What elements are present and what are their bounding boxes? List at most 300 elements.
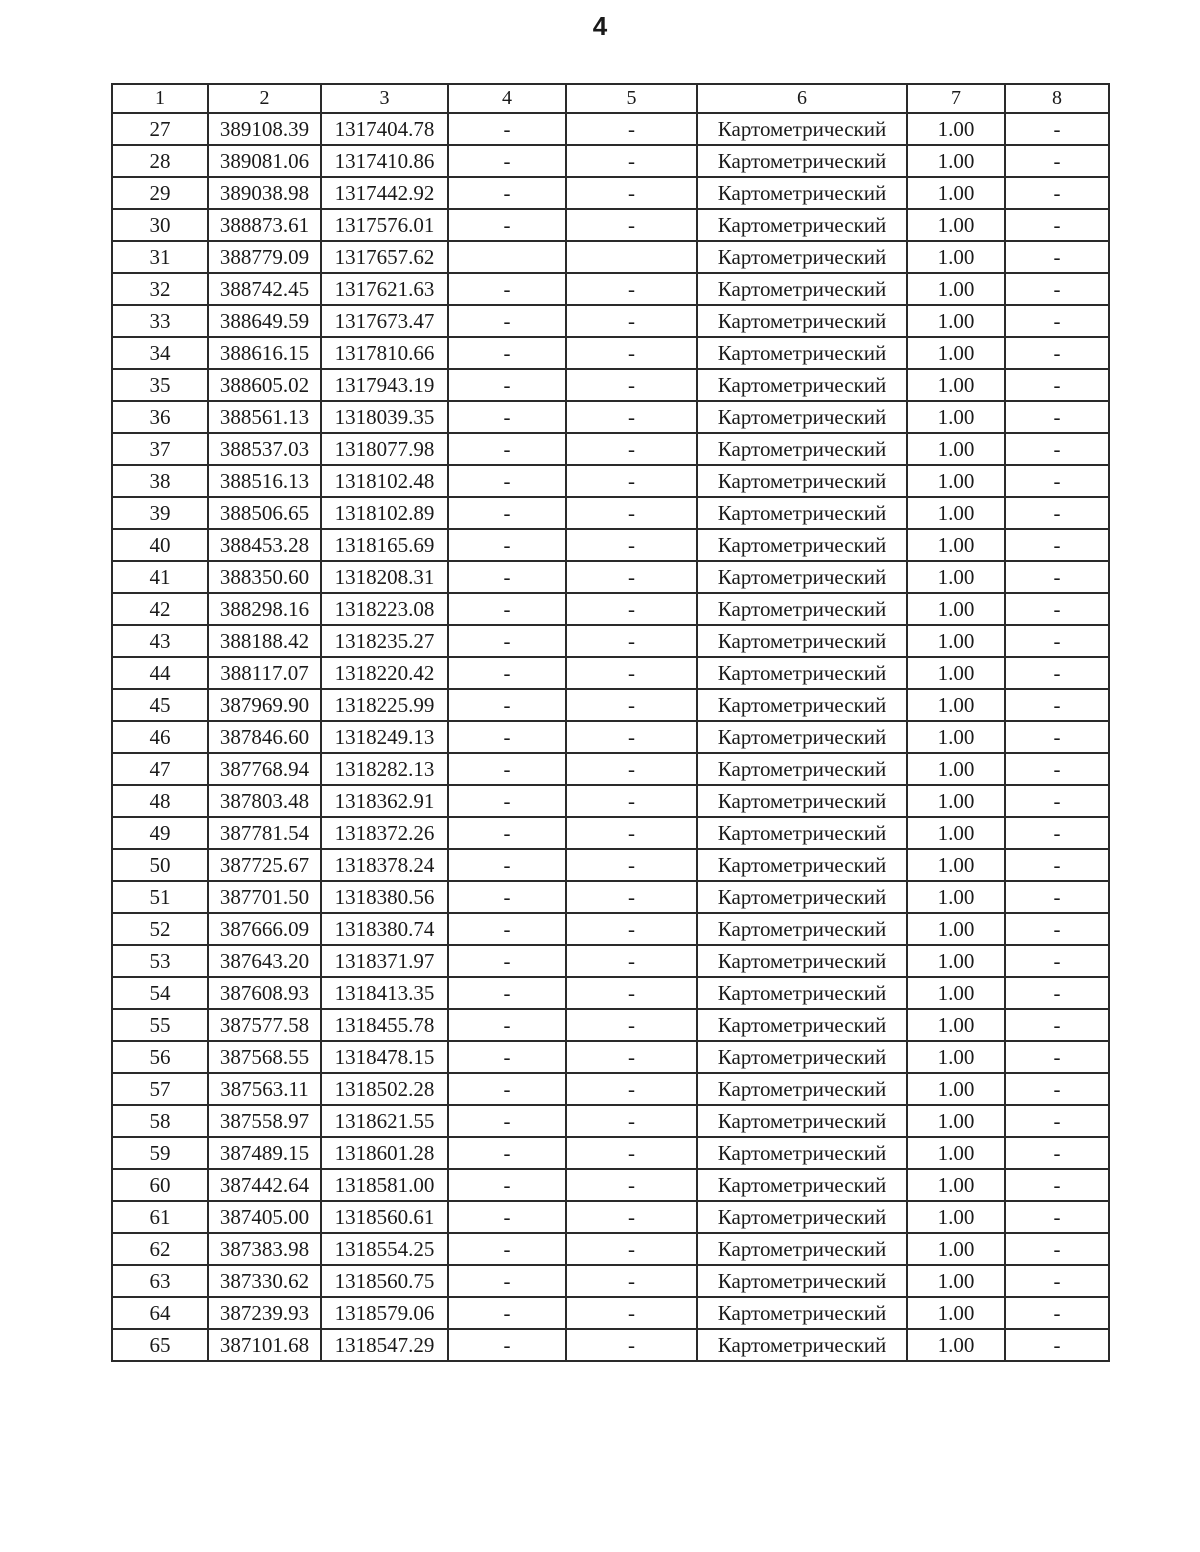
column-4-cell: - xyxy=(448,273,566,305)
column-4-cell: - xyxy=(448,593,566,625)
method-cell: Картометрический xyxy=(697,113,907,145)
y-coordinate-cell: 1317943.19 xyxy=(321,369,448,401)
accuracy-cell: 1.00 xyxy=(907,465,1005,497)
column-8-cell: - xyxy=(1005,881,1109,913)
table-row xyxy=(112,753,1109,785)
accuracy-cell: 1.00 xyxy=(907,817,1005,849)
y-coordinate-cell: 1318235.27 xyxy=(321,625,448,657)
header-row xyxy=(112,84,1109,113)
method-cell: Картометрический xyxy=(697,593,907,625)
accuracy-cell: 1.00 xyxy=(907,1233,1005,1265)
y-coordinate-cell: 1317576.01 xyxy=(321,209,448,241)
column-8-cell: - xyxy=(1005,849,1109,881)
column-8-cell: - xyxy=(1005,1169,1109,1201)
column-5-cell: - xyxy=(566,1329,697,1361)
point-number-cell: 53 xyxy=(112,945,208,977)
x-coordinate-cell: 387846.60 xyxy=(208,721,321,753)
column-4-cell xyxy=(448,241,566,273)
method-cell: Картометрический xyxy=(697,881,907,913)
column-5-cell: - xyxy=(566,977,697,1009)
column-5-cell: - xyxy=(566,1105,697,1137)
method-cell: Картометрический xyxy=(697,657,907,689)
accuracy-cell: 1.00 xyxy=(907,721,1005,753)
coordinates-table xyxy=(111,83,1110,1362)
point-number-cell: 41 xyxy=(112,561,208,593)
y-coordinate-cell: 1318208.31 xyxy=(321,561,448,593)
table-row xyxy=(112,1329,1109,1361)
point-number-cell: 44 xyxy=(112,657,208,689)
accuracy-cell: 1.00 xyxy=(907,593,1005,625)
table-row xyxy=(112,913,1109,945)
column-4-cell: - xyxy=(448,497,566,529)
x-coordinate-cell: 388453.28 xyxy=(208,529,321,561)
x-coordinate-cell: 387383.98 xyxy=(208,1233,321,1265)
method-cell: Картометрический xyxy=(697,1201,907,1233)
point-number-cell: 59 xyxy=(112,1137,208,1169)
method-cell: Картометрический xyxy=(697,785,907,817)
column-5-cell: - xyxy=(566,177,697,209)
method-cell: Картометрический xyxy=(697,337,907,369)
column-4-cell: - xyxy=(448,1233,566,1265)
column-8-cell: - xyxy=(1005,1265,1109,1297)
point-number-cell: 65 xyxy=(112,1329,208,1361)
accuracy-cell: 1.00 xyxy=(907,881,1005,913)
point-number-cell: 52 xyxy=(112,913,208,945)
column-header: 7 xyxy=(907,84,1005,113)
column-header: 5 xyxy=(566,84,697,113)
column-4-cell: - xyxy=(448,1297,566,1329)
table-row xyxy=(112,1137,1109,1169)
column-8-cell: - xyxy=(1005,433,1109,465)
method-cell: Картометрический xyxy=(697,1265,907,1297)
column-5-cell: - xyxy=(566,1265,697,1297)
column-5-cell: - xyxy=(566,913,697,945)
method-cell: Картометрический xyxy=(697,721,907,753)
accuracy-cell: 1.00 xyxy=(907,1073,1005,1105)
column-8-cell: - xyxy=(1005,1041,1109,1073)
y-coordinate-cell: 1318378.24 xyxy=(321,849,448,881)
column-4-cell: - xyxy=(448,1009,566,1041)
table-row xyxy=(112,849,1109,881)
y-coordinate-cell: 1318102.89 xyxy=(321,497,448,529)
column-5-cell: - xyxy=(566,145,697,177)
x-coordinate-cell: 389038.98 xyxy=(208,177,321,209)
accuracy-cell: 1.00 xyxy=(907,1105,1005,1137)
x-coordinate-cell: 388350.60 xyxy=(208,561,321,593)
x-coordinate-cell: 388779.09 xyxy=(208,241,321,273)
accuracy-cell: 1.00 xyxy=(907,1009,1005,1041)
column-4-cell: - xyxy=(448,689,566,721)
method-cell: Картометрический xyxy=(697,177,907,209)
column-4-cell: - xyxy=(448,1105,566,1137)
method-cell: Картометрический xyxy=(697,1297,907,1329)
x-coordinate-cell: 387701.50 xyxy=(208,881,321,913)
y-coordinate-cell: 1318372.26 xyxy=(321,817,448,849)
method-cell: Картометрический xyxy=(697,1329,907,1361)
column-5-cell: - xyxy=(566,1137,697,1169)
point-number-cell: 48 xyxy=(112,785,208,817)
column-5-cell: - xyxy=(566,209,697,241)
accuracy-cell: 1.00 xyxy=(907,401,1005,433)
accuracy-cell: 1.00 xyxy=(907,209,1005,241)
x-coordinate-cell: 387405.00 xyxy=(208,1201,321,1233)
table-row xyxy=(112,881,1109,913)
table-row xyxy=(112,465,1109,497)
column-5-cell: - xyxy=(566,497,697,529)
column-5-cell: - xyxy=(566,1009,697,1041)
column-5-cell: - xyxy=(566,1169,697,1201)
column-4-cell: - xyxy=(448,337,566,369)
column-5-cell: - xyxy=(566,561,697,593)
accuracy-cell: 1.00 xyxy=(907,849,1005,881)
x-coordinate-cell: 388649.59 xyxy=(208,305,321,337)
column-4-cell: - xyxy=(448,817,566,849)
column-5-cell: - xyxy=(566,689,697,721)
column-8-cell: - xyxy=(1005,1233,1109,1265)
point-number-cell: 54 xyxy=(112,977,208,1009)
column-5-cell: - xyxy=(566,433,697,465)
point-number-cell: 50 xyxy=(112,849,208,881)
column-8-cell: - xyxy=(1005,753,1109,785)
x-coordinate-cell: 387101.68 xyxy=(208,1329,321,1361)
y-coordinate-cell: 1318455.78 xyxy=(321,1009,448,1041)
accuracy-cell: 1.00 xyxy=(907,1169,1005,1201)
point-number-cell: 40 xyxy=(112,529,208,561)
table-row xyxy=(112,1169,1109,1201)
column-5-cell: - xyxy=(566,1201,697,1233)
x-coordinate-cell: 387330.62 xyxy=(208,1265,321,1297)
column-8-cell: - xyxy=(1005,337,1109,369)
table-row xyxy=(112,561,1109,593)
column-8-cell: - xyxy=(1005,625,1109,657)
y-coordinate-cell: 1318547.29 xyxy=(321,1329,448,1361)
accuracy-cell: 1.00 xyxy=(907,561,1005,593)
x-coordinate-cell: 388117.07 xyxy=(208,657,321,689)
column-4-cell: - xyxy=(448,465,566,497)
accuracy-cell: 1.00 xyxy=(907,529,1005,561)
column-4-cell: - xyxy=(448,849,566,881)
column-4-cell: - xyxy=(448,1169,566,1201)
y-coordinate-cell: 1318621.55 xyxy=(321,1105,448,1137)
method-cell: Картометрический xyxy=(697,817,907,849)
column-8-cell: - xyxy=(1005,657,1109,689)
accuracy-cell: 1.00 xyxy=(907,305,1005,337)
method-cell: Картометрический xyxy=(697,465,907,497)
y-coordinate-cell: 1318478.15 xyxy=(321,1041,448,1073)
table-row xyxy=(112,113,1109,145)
table-row xyxy=(112,785,1109,817)
column-4-cell: - xyxy=(448,145,566,177)
point-number-cell: 32 xyxy=(112,273,208,305)
column-5-cell: - xyxy=(566,1297,697,1329)
y-coordinate-cell: 1318282.13 xyxy=(321,753,448,785)
column-4-cell: - xyxy=(448,753,566,785)
point-number-cell: 46 xyxy=(112,721,208,753)
column-4-cell: - xyxy=(448,209,566,241)
column-4-cell: - xyxy=(448,1329,566,1361)
x-coordinate-cell: 387768.94 xyxy=(208,753,321,785)
point-number-cell: 63 xyxy=(112,1265,208,1297)
method-cell: Картометрический xyxy=(697,497,907,529)
column-4-cell: - xyxy=(448,1265,566,1297)
method-cell: Картометрический xyxy=(697,945,907,977)
x-coordinate-cell: 387608.93 xyxy=(208,977,321,1009)
x-coordinate-cell: 387643.20 xyxy=(208,945,321,977)
point-number-cell: 35 xyxy=(112,369,208,401)
point-number-cell: 33 xyxy=(112,305,208,337)
x-coordinate-cell: 387969.90 xyxy=(208,689,321,721)
method-cell: Картометрический xyxy=(697,1137,907,1169)
y-coordinate-cell: 1318102.48 xyxy=(321,465,448,497)
column-5-cell: - xyxy=(566,1041,697,1073)
column-4-cell: - xyxy=(448,881,566,913)
point-number-cell: 49 xyxy=(112,817,208,849)
point-number-cell: 42 xyxy=(112,593,208,625)
x-coordinate-cell: 388506.65 xyxy=(208,497,321,529)
table-row xyxy=(112,1009,1109,1041)
method-cell: Картометрический xyxy=(697,977,907,1009)
x-coordinate-cell: 387577.58 xyxy=(208,1009,321,1041)
column-4-cell: - xyxy=(448,977,566,1009)
y-coordinate-cell: 1318579.06 xyxy=(321,1297,448,1329)
y-coordinate-cell: 1318380.56 xyxy=(321,881,448,913)
y-coordinate-cell: 1318560.61 xyxy=(321,1201,448,1233)
x-coordinate-cell: 387442.64 xyxy=(208,1169,321,1201)
x-coordinate-cell: 388616.15 xyxy=(208,337,321,369)
y-coordinate-cell: 1318362.91 xyxy=(321,785,448,817)
accuracy-cell: 1.00 xyxy=(907,241,1005,273)
column-4-cell: - xyxy=(448,561,566,593)
column-8-cell: - xyxy=(1005,1137,1109,1169)
column-5-cell: - xyxy=(566,625,697,657)
column-4-cell: - xyxy=(448,913,566,945)
y-coordinate-cell: 1317621.63 xyxy=(321,273,448,305)
y-coordinate-cell: 1318220.42 xyxy=(321,657,448,689)
table-row xyxy=(112,337,1109,369)
point-number-cell: 39 xyxy=(112,497,208,529)
y-coordinate-cell: 1317410.86 xyxy=(321,145,448,177)
column-8-cell: - xyxy=(1005,305,1109,337)
accuracy-cell: 1.00 xyxy=(907,785,1005,817)
column-5-cell: - xyxy=(566,657,697,689)
point-number-cell: 27 xyxy=(112,113,208,145)
y-coordinate-cell: 1318502.28 xyxy=(321,1073,448,1105)
method-cell: Картометрический xyxy=(697,241,907,273)
point-number-cell: 55 xyxy=(112,1009,208,1041)
point-number-cell: 56 xyxy=(112,1041,208,1073)
y-coordinate-cell: 1318039.35 xyxy=(321,401,448,433)
table-row xyxy=(112,1201,1109,1233)
column-8-cell: - xyxy=(1005,273,1109,305)
x-coordinate-cell: 388188.42 xyxy=(208,625,321,657)
table-row xyxy=(112,273,1109,305)
point-number-cell: 62 xyxy=(112,1233,208,1265)
column-4-cell: - xyxy=(448,177,566,209)
column-header: 6 xyxy=(697,84,907,113)
column-8-cell: - xyxy=(1005,561,1109,593)
accuracy-cell: 1.00 xyxy=(907,625,1005,657)
x-coordinate-cell: 387558.97 xyxy=(208,1105,321,1137)
column-8-cell: - xyxy=(1005,1073,1109,1105)
point-number-cell: 61 xyxy=(112,1201,208,1233)
column-8-cell: - xyxy=(1005,721,1109,753)
x-coordinate-cell: 388742.45 xyxy=(208,273,321,305)
y-coordinate-cell: 1318413.35 xyxy=(321,977,448,1009)
column-4-cell: - xyxy=(448,1201,566,1233)
accuracy-cell: 1.00 xyxy=(907,689,1005,721)
accuracy-cell: 1.00 xyxy=(907,145,1005,177)
column-8-cell: - xyxy=(1005,209,1109,241)
method-cell: Картометрический xyxy=(697,145,907,177)
column-4-cell: - xyxy=(448,433,566,465)
accuracy-cell: 1.00 xyxy=(907,369,1005,401)
table-row xyxy=(112,657,1109,689)
column-8-cell: - xyxy=(1005,913,1109,945)
column-8-cell: - xyxy=(1005,497,1109,529)
point-number-cell: 47 xyxy=(112,753,208,785)
column-8-cell: - xyxy=(1005,1329,1109,1361)
table-row xyxy=(112,977,1109,1009)
accuracy-cell: 1.00 xyxy=(907,1137,1005,1169)
column-8-cell: - xyxy=(1005,241,1109,273)
column-4-cell: - xyxy=(448,657,566,689)
x-coordinate-cell: 388873.61 xyxy=(208,209,321,241)
table-row xyxy=(112,497,1109,529)
column-5-cell: - xyxy=(566,753,697,785)
table-row xyxy=(112,593,1109,625)
accuracy-cell: 1.00 xyxy=(907,1041,1005,1073)
method-cell: Картометрический xyxy=(697,913,907,945)
x-coordinate-cell: 387239.93 xyxy=(208,1297,321,1329)
column-4-cell: - xyxy=(448,113,566,145)
table-row xyxy=(112,721,1109,753)
point-number-cell: 51 xyxy=(112,881,208,913)
column-8-cell: - xyxy=(1005,593,1109,625)
column-5-cell: - xyxy=(566,273,697,305)
table-row xyxy=(112,529,1109,561)
x-coordinate-cell: 389108.39 xyxy=(208,113,321,145)
x-coordinate-cell: 387803.48 xyxy=(208,785,321,817)
point-number-cell: 31 xyxy=(112,241,208,273)
table-row xyxy=(112,945,1109,977)
column-4-cell: - xyxy=(448,625,566,657)
point-number-cell: 43 xyxy=(112,625,208,657)
y-coordinate-cell: 1317442.92 xyxy=(321,177,448,209)
method-cell: Картометрический xyxy=(697,529,907,561)
column-5-cell: - xyxy=(566,337,697,369)
point-number-cell: 29 xyxy=(112,177,208,209)
method-cell: Картометрический xyxy=(697,1169,907,1201)
x-coordinate-cell: 387489.15 xyxy=(208,1137,321,1169)
column-4-cell: - xyxy=(448,1073,566,1105)
table-row xyxy=(112,625,1109,657)
table-row xyxy=(112,209,1109,241)
y-coordinate-cell: 1317404.78 xyxy=(321,113,448,145)
column-8-cell: - xyxy=(1005,1297,1109,1329)
method-cell: Картометрический xyxy=(697,1233,907,1265)
method-cell: Картометрический xyxy=(697,1105,907,1137)
method-cell: Картометрический xyxy=(697,689,907,721)
y-coordinate-cell: 1318165.69 xyxy=(321,529,448,561)
method-cell: Картометрический xyxy=(697,273,907,305)
x-coordinate-cell: 387563.11 xyxy=(208,1073,321,1105)
column-header: 2 xyxy=(208,84,321,113)
x-coordinate-cell: 388298.16 xyxy=(208,593,321,625)
column-5-cell: - xyxy=(566,1073,697,1105)
method-cell: Картометрический xyxy=(697,1073,907,1105)
column-4-cell: - xyxy=(448,401,566,433)
x-coordinate-cell: 387781.54 xyxy=(208,817,321,849)
column-5-cell xyxy=(566,241,697,273)
point-number-cell: 45 xyxy=(112,689,208,721)
accuracy-cell: 1.00 xyxy=(907,945,1005,977)
point-number-cell: 28 xyxy=(112,145,208,177)
method-cell: Картометрический xyxy=(697,625,907,657)
x-coordinate-cell: 388537.03 xyxy=(208,433,321,465)
table-row xyxy=(112,1265,1109,1297)
column-8-cell: - xyxy=(1005,817,1109,849)
accuracy-cell: 1.00 xyxy=(907,497,1005,529)
x-coordinate-cell: 389081.06 xyxy=(208,145,321,177)
accuracy-cell: 1.00 xyxy=(907,1265,1005,1297)
table-row xyxy=(112,241,1109,273)
point-number-cell: 60 xyxy=(112,1169,208,1201)
column-5-cell: - xyxy=(566,113,697,145)
x-coordinate-cell: 388516.13 xyxy=(208,465,321,497)
point-number-cell: 64 xyxy=(112,1297,208,1329)
table-row xyxy=(112,817,1109,849)
column-header: 1 xyxy=(112,84,208,113)
accuracy-cell: 1.00 xyxy=(907,977,1005,1009)
y-coordinate-cell: 1317673.47 xyxy=(321,305,448,337)
column-4-cell: - xyxy=(448,945,566,977)
y-coordinate-cell: 1318223.08 xyxy=(321,593,448,625)
column-5-cell: - xyxy=(566,817,697,849)
method-cell: Картометрический xyxy=(697,849,907,881)
column-5-cell: - xyxy=(566,849,697,881)
method-cell: Картометрический xyxy=(697,433,907,465)
column-5-cell: - xyxy=(566,369,697,401)
method-cell: Картометрический xyxy=(697,401,907,433)
column-4-cell: - xyxy=(448,785,566,817)
x-coordinate-cell: 387666.09 xyxy=(208,913,321,945)
column-5-cell: - xyxy=(566,593,697,625)
column-5-cell: - xyxy=(566,465,697,497)
accuracy-cell: 1.00 xyxy=(907,433,1005,465)
accuracy-cell: 1.00 xyxy=(907,913,1005,945)
page-number: 4 xyxy=(592,11,608,41)
column-header: 3 xyxy=(321,84,448,113)
y-coordinate-cell: 1318554.25 xyxy=(321,1233,448,1265)
method-cell: Картометрический xyxy=(697,561,907,593)
accuracy-cell: 1.00 xyxy=(907,1201,1005,1233)
table-row xyxy=(112,369,1109,401)
y-coordinate-cell: 1318601.28 xyxy=(321,1137,448,1169)
method-cell: Картометрический xyxy=(697,1041,907,1073)
column-4-cell: - xyxy=(448,1041,566,1073)
column-5-cell: - xyxy=(566,401,697,433)
table-row xyxy=(112,1041,1109,1073)
table-row xyxy=(112,1073,1109,1105)
column-8-cell: - xyxy=(1005,145,1109,177)
column-8-cell: - xyxy=(1005,1105,1109,1137)
column-4-cell: - xyxy=(448,305,566,337)
column-5-cell: - xyxy=(566,945,697,977)
accuracy-cell: 1.00 xyxy=(907,1329,1005,1361)
method-cell: Картометрический xyxy=(697,209,907,241)
column-8-cell: - xyxy=(1005,529,1109,561)
column-4-cell: - xyxy=(448,369,566,401)
